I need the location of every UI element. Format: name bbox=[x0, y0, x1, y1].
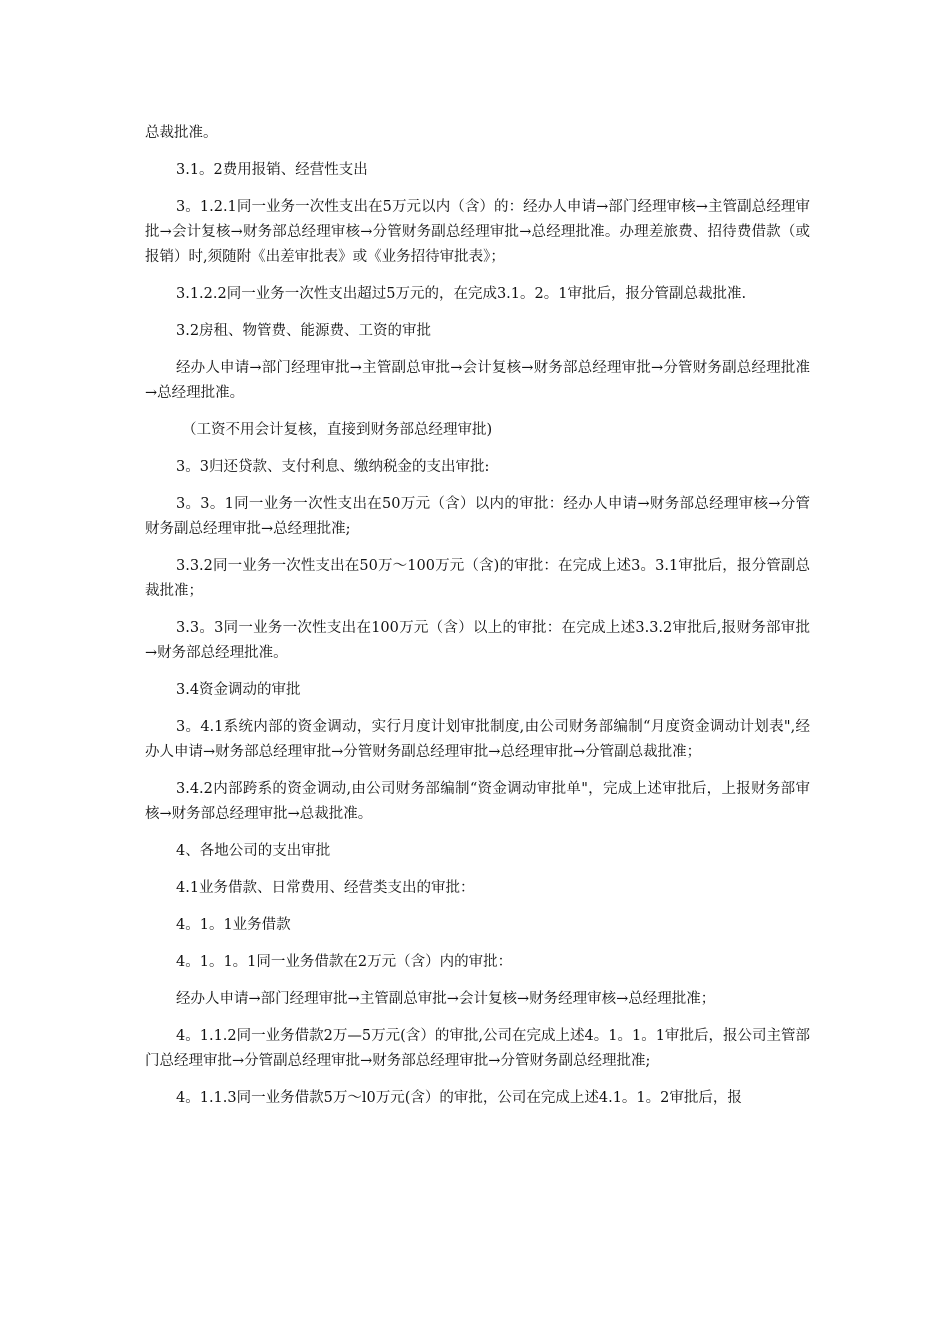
heading-3-1-2: 3.1。2费用报销、经营性支出 bbox=[176, 162, 368, 178]
paragraph-3-1-2-1: 3。1.2.1同一业务一次性支出在5万元以内（含）的：经办人申请→部门经理审核→主管副总经理审批→会计复核→财务部总经理审核→分管财务副总经理审批→总经理批准。办理差旅费、招待费借款（或报销）时,须随附《出差审批表》或《业务招待审批表》； bbox=[145, 199, 810, 265]
heading-4-1-1-1: 4。1。1。1同一业务借款在2万元（含）内的审批： bbox=[176, 954, 513, 970]
document-page bbox=[145, 121, 810, 1123]
paragraph-continuation: 总裁批准。 bbox=[145, 125, 218, 141]
paragraph-3-4-1: 3。4.1系统内部的资金调动，实行月度计划审批制度,由公司财务部编制“月度资金调动计划表",经办人申请→财务部总经理审批→分管财务副总经理审批→总经理审批→分管副总裁批准； bbox=[145, 719, 810, 760]
heading-3-3: 3。3归还贷款、支付利息、缴纳税金的支出审批: bbox=[176, 459, 490, 475]
paragraph-3-3-3: 3.3。3同一业务一次性支出在100万元（含）以上的审批：在完成上述3.3.2审批后,报财务部审批→财务部总经理批准。 bbox=[145, 620, 810, 661]
paragraph-3-3-2: 3.3.2同一业务一次性支出在50万～100万元（含)的审批：在完成上述3。3.1审批后，报分管副总裁批准； bbox=[145, 558, 810, 599]
paragraph-3-2-note: （工资不用会计复核，直接到财务部总经理审批) bbox=[182, 422, 493, 438]
paragraph-4-1-1-3: 4。1.1.3同一业务借款5万～l0万元(含）的审批，公司在完成上述4.1。1。2审批后，报 bbox=[176, 1090, 742, 1106]
paragraph-3-1-2-2: 3.1.2.2同一业务一次性支出超过5万元的，在完成3.1。2。1审批后，报分管副总裁批准. bbox=[176, 286, 747, 302]
paragraph-3-3-1: 3。3。1同一业务一次性支出在50万元（含）以内的审批：经办人申请→财务部总经理审核→分管财务副总经理审批→总经理批准; bbox=[145, 496, 810, 537]
paragraph-3-4-2: 3.4.2内部跨系的资金调动,由公司财务部编制“资金调动审批单"，完成上述审批后，上报财务部审核→财务部总经理审批→总裁批准。 bbox=[145, 781, 810, 822]
heading-4-1: 4.1业务借款、日常费用、经营类支出的审批： bbox=[176, 880, 475, 896]
paragraph-4-1-1-1-flow: 经办人申请→部门经理审批→主管副总审批→会计复核→财务经理审核→总经理批准； bbox=[176, 991, 716, 1007]
heading-3-2: 3.2房租、物管费、能源费、工资的审批 bbox=[176, 323, 432, 339]
paragraph-3-2-flow: 经办人申请→部门经理审批→主管副总审批→会计复核→财务部总经理审批→分管财务副总经理批准→总经理批准。 bbox=[145, 360, 810, 401]
heading-3-4: 3.4资金调动的审批 bbox=[176, 682, 301, 698]
heading-4-1-1: 4。1。1业务借款 bbox=[176, 917, 291, 933]
paragraph-4-1-1-2: 4。1.1.2同一业务借款2万—5万元(含）的审批,公司在完成上述4。1。1。1审批后，报公司主管部门总经理审批→分管副总经理审批→财务部总经理审批→分管财务副总经理批准; bbox=[145, 1028, 810, 1069]
heading-4: 4、各地公司的支出审批 bbox=[176, 843, 331, 859]
